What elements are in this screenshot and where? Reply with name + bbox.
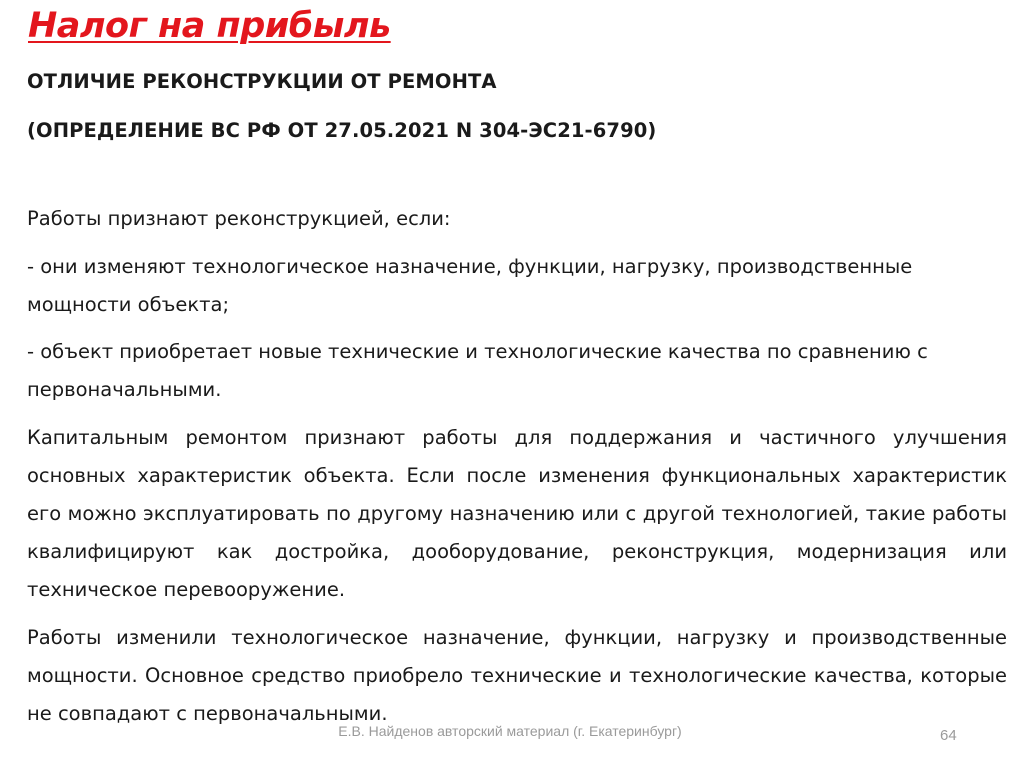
- conclusion-paragraph: Работы изменили технологическое назначение, функции, нагрузку и производственные мощности. Основное средство приобрело технические и технологические качества, которые не совпадают с первоначальными.: [27, 626, 1007, 725]
- court-ruling-reference: (ОПРЕДЕЛЕНИЕ ВС РФ ОТ 27.05.2021 N 304-ЭС21-6790): [27, 119, 657, 142]
- slide-title: Налог на прибыль: [28, 6, 391, 46]
- list-item-new-qualities: - объект приобретает новые технические и технологические качества по сравнению с первоначальными.: [27, 340, 928, 401]
- capital-repair-paragraph: Капитальным ремонтом признают работы для поддержания и частичного улучшения основных характеристик объекта. Если после изменения функциональных характеристик его можно эксплуатировать по другому назначению или с другой технологией, такие работы квалифицируют как достройка, дооборудование, реконструкция, модернизация или техническое перевооружение.: [27, 426, 1007, 601]
- page-number: 64: [940, 727, 957, 744]
- intro-paragraph: Работы признают реконструкцией, если:: [27, 207, 451, 230]
- section-heading: ОТЛИЧИЕ РЕКОНСТРУКЦИИ ОТ РЕМОНТА: [27, 70, 497, 93]
- list-item-purpose-change: - они изменяют технологическое назначение, функции, нагрузку, производственные мощности объекта;: [27, 255, 913, 316]
- footer-author: Е.В. Найденов авторский материал (г. Екатеринбург): [338, 723, 682, 739]
